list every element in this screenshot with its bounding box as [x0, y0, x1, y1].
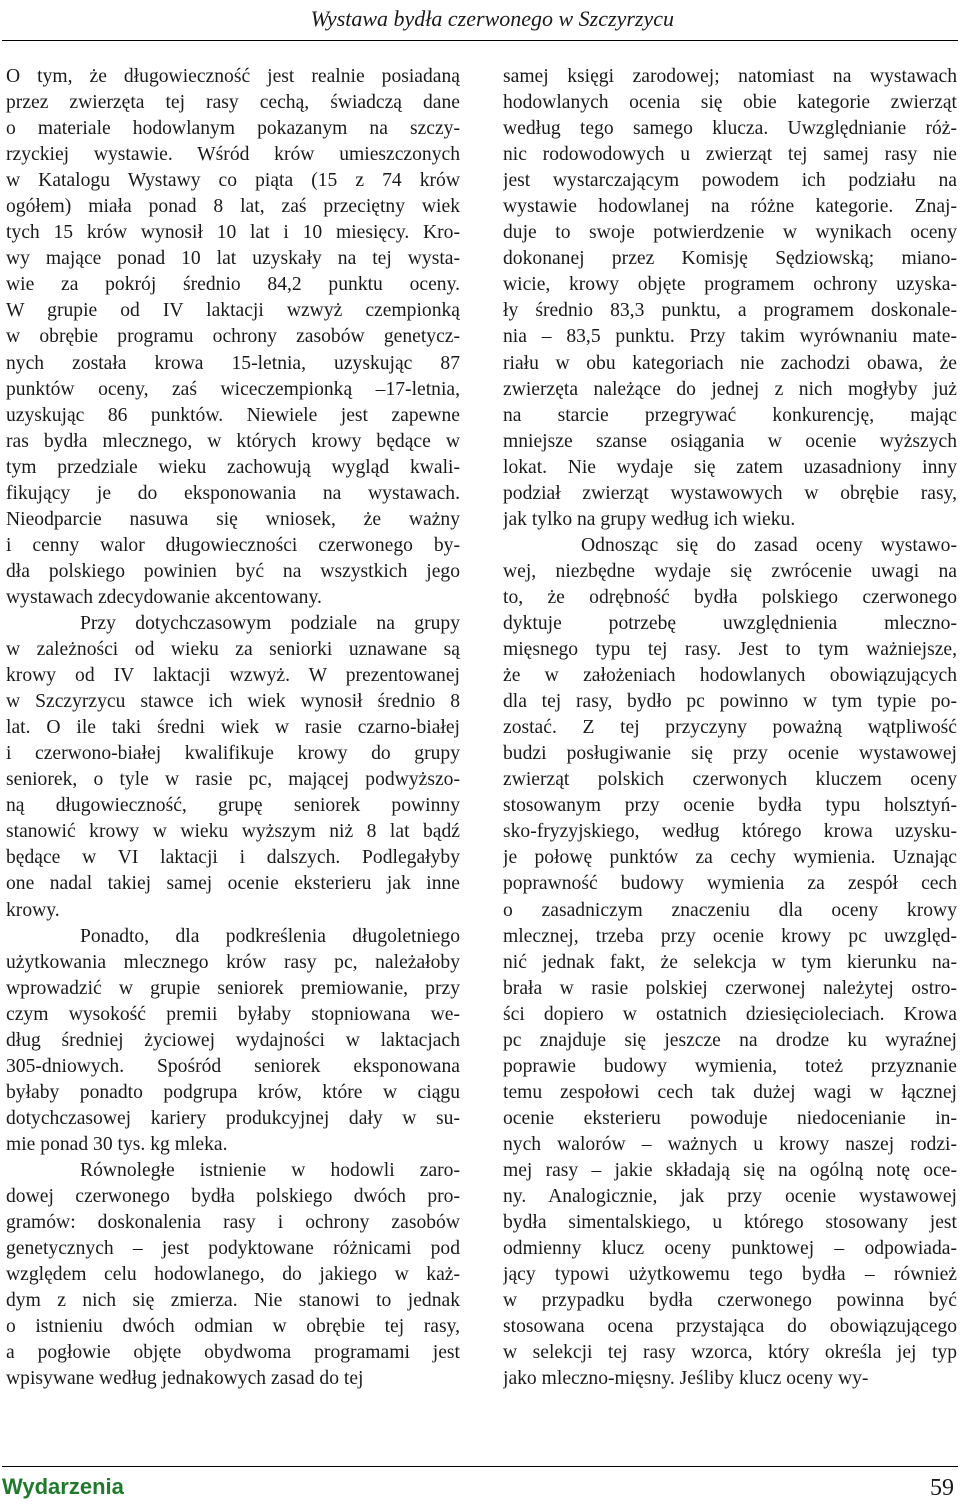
text-line: zostać. Z tej przyczyny poważną wątpliwość	[503, 717, 957, 739]
text-line: zwierzęta należące do jednej z nich mogłyby już	[503, 378, 957, 400]
text-line: hodowlanych ocenia się obie kategorie zwierząt	[503, 92, 957, 114]
text-line: Nieodparcie nasuwa się wniosek, że ważny	[6, 508, 460, 530]
text-line: jako mleczno-mięsny. Jeśliby klucz oceny wy-	[503, 1368, 869, 1390]
text-line: gramów: doskonalenia rasy i ochrony zasobów	[6, 1212, 460, 1234]
text-line: samej księgi zarodowej; natomiast na wystawach	[503, 66, 957, 87]
text-line: a pogłowie objęte obydwoma programami jest	[6, 1342, 460, 1364]
text-line: poprawie budowy wymienia, toteż przyznanie	[503, 1055, 957, 1077]
text-line: 305-dniowych. Spośród seniorek eksponowana	[6, 1055, 460, 1077]
text-line: W grupie od IV laktacji wzwyż czempionką	[6, 300, 460, 322]
text-line: je połowę punktów za cechy wymienia. Uznając	[503, 847, 957, 869]
text-line: i cenny walor długowieczności czerwonego by-	[6, 534, 460, 556]
text-line: czym wysokość premii byłaby stopniowana we-	[6, 1003, 460, 1025]
text-line: mlecznej, trzeba przy ocenie krowy pc uwzględ-	[503, 925, 957, 947]
text-line: dla tej rasy, bydło pc powinno w tym typie po-	[503, 691, 957, 713]
text-line: o materiale hodowlanym pokazanym na szczy-	[6, 118, 460, 140]
footer-section-name: Wydarzenia	[2, 1474, 124, 1499]
text-line: w Szczyrzycu stawce ich wiek wynosił średnio 8	[6, 691, 460, 713]
text-line: genetycznych – jest podyktowane różnicami pod	[6, 1238, 460, 1260]
text-line: w zależności od wieku za seniorki uznawane są	[6, 639, 460, 661]
text-line: ogółem) miała ponad 8 lat, zaś przeciętny wiek	[6, 196, 460, 218]
text-line: punktów oceny, zaś wiceczempionką –17-letnia,	[6, 378, 460, 400]
text-line: że w założeniach hodowlanych obowiązujących	[503, 665, 957, 687]
page-number: 59	[930, 1475, 954, 1501]
running-header-title: Wystawa bydła czerwonego w Szczyrzycu	[310, 6, 674, 31]
text-line: zwierząt polskich czerwonych kluczem oceny	[503, 769, 957, 791]
text-line: odmienny klucz oceny punktowej – odpowiada-	[503, 1238, 957, 1260]
text-line: mniejsze szanse osiągania w ocenie wyższych	[503, 430, 957, 452]
text-line: wy mające ponad 10 lat uzyskały na tej wysta-	[6, 248, 460, 270]
text-line: na starcie przegrywać konkurencję, mając	[503, 404, 957, 426]
text-line: w przypadku bydła czerwonego powinna być	[503, 1290, 957, 1312]
header-divider	[2, 40, 958, 41]
footer-divider	[2, 1466, 958, 1467]
text-line: w obrębie programu ochrony zasobów genetycz-	[6, 326, 460, 348]
text-line: wie za pokrój średnio 84,2 punktu oceny.	[6, 274, 460, 296]
text-line: one nadal takiej samej ocenie eksterieru jak inne	[6, 873, 460, 895]
text-line: podział zwierząt wystawowych w obrębie rasy,	[503, 482, 957, 504]
text-line: brała w rasie polskiej czerwonej należytej ostro-	[503, 977, 957, 999]
text-line: temu zespołowi cech tak dużej wagi w łącznej	[503, 1081, 957, 1103]
text-line: dyktuje potrzebę uwzględnienia mleczno-	[503, 612, 957, 634]
text-line: mej rasy – jakie składają się na ogólną notę oce-	[503, 1159, 957, 1181]
text-line: przez zwierzęta tej rasy cechą, świadczą dane	[6, 92, 460, 114]
text-line: bydła simentalskiego, u którego stosowany jest	[503, 1212, 957, 1234]
text-line: wpisywane według jednakowych zasad do tej	[6, 1368, 364, 1390]
text-line: tych 15 krów wynosił 10 lat i 10 miesięcy. Kro-	[6, 222, 460, 244]
text-line: w Katalogu Wystawy co piąta (15 z 74 krów	[6, 170, 460, 192]
text-line: nych została krowa 15-letnia, uzyskując 87	[6, 352, 460, 374]
text-line: duje to swoje potwierdzenie w wynikach oceny	[503, 222, 957, 244]
text-line: Przy dotychczasowym podziale na grupy	[80, 612, 460, 634]
text-line: ną długowieczność, grupę seniorek powinny	[6, 795, 460, 817]
text-line: seniorek, o tyle w rasie pc, mającej podwyższo-	[6, 769, 460, 791]
text-line: wprowadzić w grupie seniorek premiowanie, przy	[6, 977, 460, 999]
text-line: ści dopiero w ostatnich dziesięcioleciach. Krowa	[503, 1003, 957, 1025]
text-line: użytkowania mlecznego krów rasy pc, należałoby	[6, 951, 460, 973]
text-line: nych walorów – ważnych u krowy naszej rodzi-	[503, 1133, 957, 1155]
text-line: Odnosząc się do zasad oceny wystawo-	[581, 534, 957, 556]
text-line: to, że odrębność bydła polskiego czerwonego	[503, 586, 957, 608]
text-line: dym z nich się zmierza. Nie stanowi to jednak	[6, 1290, 460, 1312]
text-line: dług średniej życiowej wydajności w laktacjach	[6, 1029, 460, 1051]
text-line: jący typowi użytkowemu tego bydła – również	[503, 1264, 957, 1286]
text-line: jest wystarczającym powodem ich podziału na	[503, 170, 957, 192]
text-line: krowy od IV laktacji wzwyż. W prezentowanej	[6, 665, 460, 687]
text-line: pc znajduje się jeszcze na drodze ku wyraźnej	[503, 1029, 957, 1051]
text-line: względem celu hodowlanego, do jakiego w każ-	[6, 1264, 460, 1286]
text-line: ocenie eksterieru powoduje niedocenianie in-	[503, 1107, 957, 1129]
left-text-column	[6, 64, 460, 1392]
text-line: fikujący je do eksponowania na wystawach.	[6, 482, 460, 504]
text-line: Równoległe istnienie w hodowli zaro-	[80, 1159, 460, 1181]
text-line: według tego samego klucza. Uwzględnianie róż-	[503, 118, 957, 140]
text-line: dowej czerwonego bydła polskiego dwóch pro-	[6, 1186, 460, 1208]
text-line: tym przedziale wieku zachowują wygląd kwali-	[6, 456, 460, 478]
text-line: stanowić krowy w wieku wyższym niż 8 lat bądź	[6, 821, 460, 843]
text-line: o istnieniu dwóch odmian w obrębie tej rasy,	[6, 1316, 460, 1338]
text-line: lat. O ile taki średni wiek w rasie czarno-białej	[6, 717, 460, 739]
text-line: krowy.	[6, 899, 60, 921]
text-line: jak tylko na grupy według ich wieku.	[503, 508, 796, 530]
text-line: sko-fryzyjskiego, według którego krowa uzysku-	[503, 821, 957, 843]
text-line: nia – 83,5 punktu. Przy takim wyrównaniu mate-	[503, 326, 957, 348]
text-line: budzi posługiwanie się przy ocenie wystawowej	[503, 743, 957, 765]
text-line: rzyckiej wystawie. Wśród krów umieszczonych	[6, 144, 460, 166]
text-line: stosowanym przy ocenie bydła typu holsztyń-	[503, 795, 957, 817]
text-line: byłaby ponadto podgrupa krów, które w ciągu	[6, 1081, 460, 1103]
text-line: O tym, że długowieczność jest realnie posiadaną	[6, 66, 460, 87]
text-line: mięsnego typu tej rasy. Jest to tym ważniejsze,	[503, 639, 957, 661]
text-line: lokat. Nie wydaje się zatem uzasadniony inny	[503, 456, 957, 478]
text-line: Ponadto, dla podkreślenia długoletniego	[80, 925, 460, 947]
text-line: ras bydła mlecznego, w których krowy będące w	[6, 430, 460, 452]
text-line: o zasadniczym znaczeniu dla oceny krowy	[503, 899, 957, 921]
text-line: wystawach zdecydowanie akcentowany.	[6, 586, 322, 608]
text-line: dotychczasowej kariery produkcyjnej dały w su-	[6, 1107, 460, 1129]
text-line: dła polskiego powinien być na wszystkich jego	[6, 560, 460, 582]
text-line: ły średnio 83,3 punktu, a programem doskonale-	[503, 300, 957, 322]
right-text-column	[503, 64, 957, 1392]
text-line: będące w VI laktacji i dalszych. Podlegałyby	[6, 847, 460, 869]
text-line: mie ponad 30 tys. kg mleka.	[6, 1133, 228, 1155]
text-line: poprawność budowy wymienia za zespół cech	[503, 873, 957, 895]
text-line: w selekcji tej rasy wzorca, który określa jej typ	[503, 1342, 957, 1364]
text-line: i czerwono-białej kwalifikuje krowy do grupy	[6, 743, 460, 765]
text-line: nic rodowodowych u zwierząt tej samej rasy nie	[503, 144, 957, 166]
text-line: ny. Analogicznie, jak przy ocenie wystawowej	[503, 1186, 957, 1208]
text-line: uzyskując 86 punktów. Niewiele jest zapewne	[6, 404, 460, 426]
text-line: wicie, krowy objęte programem ochrony uzyska-	[503, 274, 957, 296]
text-line: stosowana ocena przystająca do obowiązującego	[503, 1316, 957, 1338]
text-line: wej, niezbędne wydaje się zwrócenie uwagi na	[503, 560, 957, 582]
text-line: dokonanej przez Komisję Sędziowską; miano-	[503, 248, 957, 270]
text-line: nić jednak fakt, że selekcja w tym kierunku na-	[503, 951, 957, 973]
text-line: riału w obu kategoriach nie zachodzi obawa, że	[503, 352, 957, 374]
text-line: wystawie hodowlanej na różne kategorie. Znaj-	[503, 196, 957, 218]
